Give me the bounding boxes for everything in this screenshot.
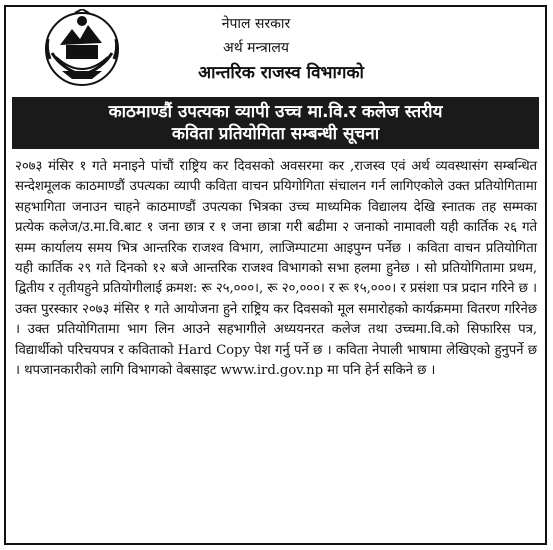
ministry-name: अर्थ मन्त्रालय: [223, 40, 289, 56]
notice-header: [6, 7, 545, 95]
department-name: आन्तरिक राजस्व विभागको: [198, 63, 364, 83]
nepal-emblem-icon: [42, 9, 122, 87]
notice-title-line-2: कविता प्रतियोगिता सम्बन्धी सूचना: [171, 124, 380, 144]
notice-body-paragraph: २०७३ मंसिर १ गते मनाइने पांचौं राष्ट्रिय कर दिवसको अवसरमा कर ,राजस्व एवं अर्थ व्यवस्थासंग सम्बन्धित सन्देशमूलक काठमाण्डौं उपत्यका व्यापी कविता वाचन प्रयिगोगिता संचालन गर्न लागिएकोले उक्त प्रतियोगितामा सहभागिता जनाउन चाहने काठमाण्डौं उपत्यका भित्रका उच्च माध्यमिक विद्यालय देखि स्नातक तह सम्मका प्रत्येक कलेज/उ.मा.वि.बाट १ जना छात्र र १ जना छात्रा गरी बढीमा २ जनाको नामावली यही कार्तिक २६ गते सम्म कार्यालय समय भित्र आन्तरिक राजश्व विभाग, लाजिम्पाटमा आइपुग्न पर्नेछ । कविता वाचन प्रतियोगिता यही कार्तिक २९ गते दिनको १२ बजे आन्तरिक राजश्व विभागको सभा हलमा हुनेछ । सो प्रतियोगितामा प्रथम, द्वितीय र तृतीयहुने प्रतियोगीलाई क्रमश: रू २५,०००।, रू २०,०००। र रू १५,०००। र प्रसंशा पत्र प्रदान गरिने छ । उक्त पुरस्कार २०७३ मंसिर १ गते आयोजना हुने राष्ट्रिय कर दिवसको मूल समारोहको कार्यक्रममा वितरण गरिनेछ । उक्त प्रतियोगितामा भाग लिन आउने सहभागीले अध्ययनरत कलेज तथा उच्चमा.वि.को सिफारिस पत्र, विद्यार्थीको परिचयपत्र र कविताको Hard Copy पेश गर्नु पर्ने छ । कविता नेपाली भाषामा लेखिएको हुनुपर्ने छ । थपजानकारीको लागि विभागको वेबसाइट www.ird.gov.np मा पनि हेर्न सकिने छ ।: [15, 159, 537, 379]
notice-title-line-1: काठमाण्डौं उपत्यका व्यापी उच्च मा.वि.र कलेज स्तरीय: [108, 102, 443, 122]
notice-title-banner: [12, 97, 539, 149]
government-name: नेपाल सरकार: [221, 16, 291, 32]
notice-document: [4, 5, 547, 545]
